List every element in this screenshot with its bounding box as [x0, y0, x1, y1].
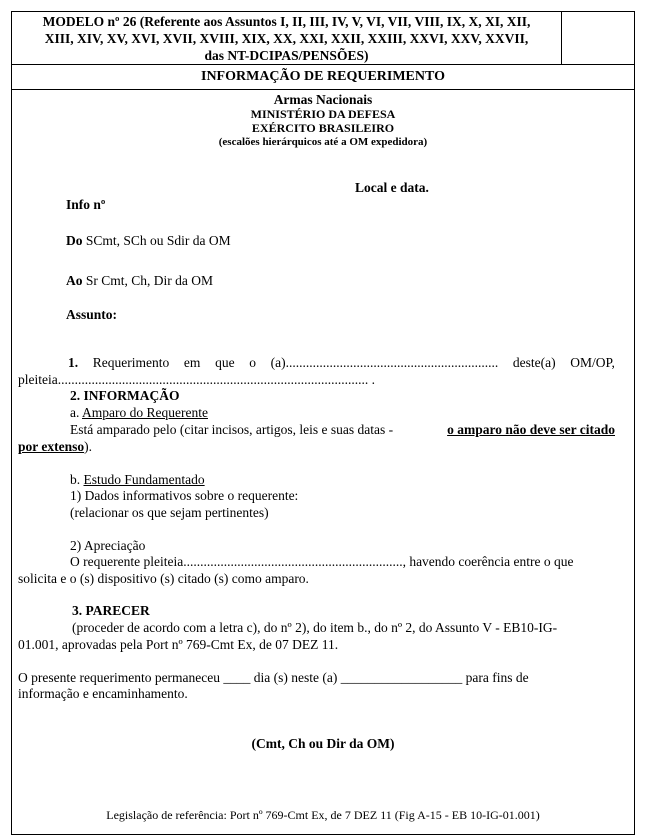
model-header — [12, 12, 562, 64]
item1-line2: pleiteia............................................................................................ . — [18, 372, 375, 387]
model-line-2: XIII, XIV, XV, XVI, XVII, XVIII, XIX, XX, XXI, XXII, XXIII, XXVI, XXV, XXVII, — [44, 31, 529, 46]
item2a-emphasis-cont: por extenso — [18, 439, 85, 454]
to-label: Ao — [66, 273, 83, 288]
item2b-2-line2: solicita e o (s) dispositivo (s) citado (s) como amparo. — [18, 571, 309, 586]
signature-line: (Cmt, Ch ou Dir da OM) — [251, 736, 395, 751]
org-note: (escalões hierárquicos até a OM expedidora) — [218, 136, 428, 148]
item1-word: (a)............................................................... — [270, 355, 499, 370]
from-label: Do — [66, 233, 83, 248]
item1-word: Requerimento — [92, 355, 170, 370]
info-number: Info nº — [66, 197, 106, 212]
item2b-title-line — [70, 472, 205, 488]
item1-word: OM/OP, — [570, 355, 615, 370]
header-row — [12, 12, 634, 65]
org-ministry: MINISTÉRIO DA DEFESA — [250, 107, 396, 121]
item2a-prefix: a. — [70, 405, 80, 420]
item1-word: que — [215, 355, 235, 370]
item2b-prefix: b. — [70, 472, 81, 487]
item2a-line2 — [18, 439, 92, 455]
local-date: Local e data. — [355, 180, 429, 195]
item2b-1-note: (relacionar os que sejam pertinentes) — [70, 505, 269, 520]
item3-heading: 3. PARECER — [72, 603, 150, 618]
item2a-emphasis: o amparo não deve ser citado — [447, 422, 615, 437]
item2a-text: Está amparado pelo (citar incisos, artigos, leis e suas datas - — [70, 422, 394, 437]
item1-word: em — [183, 355, 201, 370]
item2b-2: 2) Apreciação — [70, 538, 146, 553]
to-text: Sr Cmt, Ch, Dir da OM — [85, 273, 214, 288]
from-line — [66, 233, 231, 249]
to-line — [66, 273, 213, 289]
item2-heading: 2. INFORMAÇÃO — [70, 388, 180, 403]
item3-line2: 01.001, aprovadas pela Port nº 769-Cmt Ex, de 07 DEZ 11. — [18, 637, 339, 652]
item2a-line1 — [70, 422, 615, 438]
item1-word: deste(a) — [512, 355, 556, 370]
item2b-2-line1: O requerente pleiteia................................................................., havendo coerência entre o que — [70, 554, 574, 569]
document-title: INFORMAÇÃO DE REQUERIMENTO — [12, 65, 634, 90]
from-text: SCmt, SCh ou Sdir da OM — [85, 233, 231, 248]
org-arms: Armas Nacionais — [273, 92, 373, 107]
legislation-reference: Legislação de referência: Port nº 769-Cmt Ex, de 7 DEZ 11 (Fig A-15 - EB 10-IG-01.001) — [106, 808, 540, 822]
subject-label: Assunto: — [66, 307, 118, 322]
item2a-title: Amparo do Requerente — [82, 405, 208, 420]
item2a-suffix: ). — [84, 439, 92, 454]
item2b-title: Estudo Fundamentado — [83, 472, 205, 487]
item1-number: 1. — [68, 355, 79, 370]
closing-line1: O presente requerimento permaneceu ____ dia (s) neste (a) __________________ para fins de — [18, 670, 529, 685]
item1-word: o — [249, 355, 256, 370]
model-line-1: MODELO nº 26 (Referente aos Assuntos I, II, III, IV, V, VI, VII, VIII, IX, X, XI, XII, — [42, 14, 531, 29]
model-line-3: das NT-DCIPAS/PENSÕES) — [204, 48, 369, 63]
item3-line1: (proceder de acordo com a letra c), do nº 2), do item b., do nº 2, do Assunto V - EB10-IG- — [72, 620, 558, 635]
closing-line2: informação e encaminhamento. — [18, 686, 188, 701]
item1-line1 — [68, 355, 615, 371]
item2a-title-line — [70, 405, 208, 421]
item2b-1: 1) Dados informativos sobre o requerente: — [70, 488, 299, 503]
org-army: EXÉRCITO BRASILEIRO — [251, 121, 395, 135]
